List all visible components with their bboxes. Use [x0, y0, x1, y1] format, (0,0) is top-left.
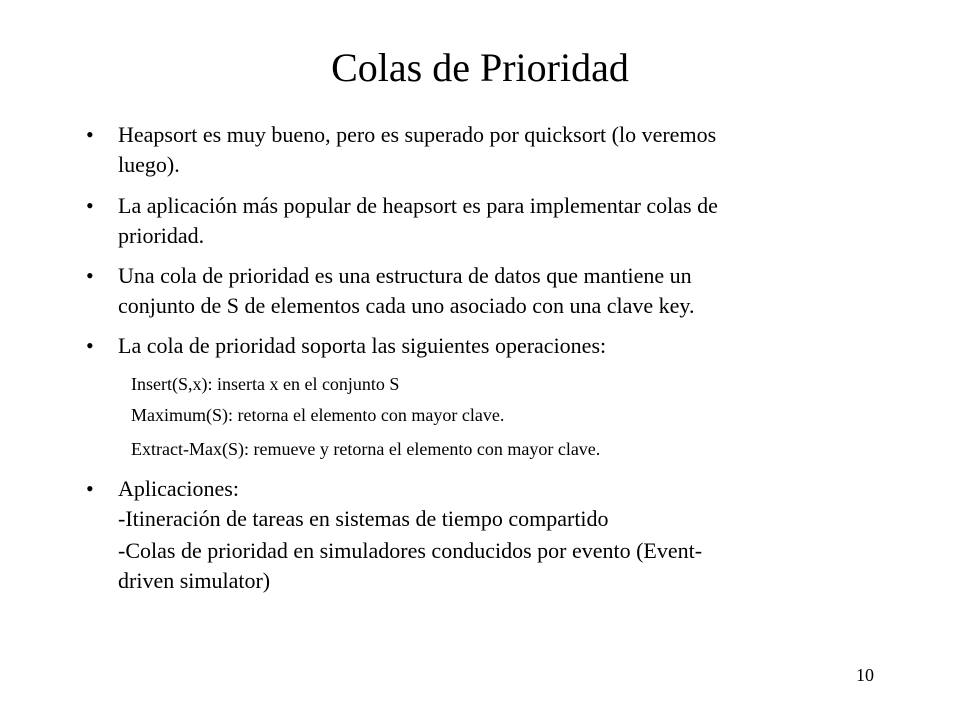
sub-item-maximum: Maximum(S): retorna el elemento con mayor clave.: [131, 405, 505, 425]
bullet-marker: •: [86, 263, 94, 288]
bullet-marker: •: [86, 333, 94, 358]
bullet-3-line-1: Una cola de prioridad es una estructura de datos que mantiene un: [118, 263, 692, 288]
sub-item-extract-max: Extract-Max(S): remueve y retorna el elemento con mayor clave.: [131, 439, 601, 459]
bullet-marker: •: [86, 193, 94, 218]
bullet-2-line-1: La aplicación más popular de heapsort es para implementar colas de: [118, 193, 718, 218]
bullet-marker: •: [86, 476, 94, 501]
bullet-1-line-2: luego).: [118, 152, 180, 177]
applications-line-1: -Itineración de tareas en sistemas de tiempo compartido: [118, 506, 609, 531]
bullet-4-line-1: La cola de prioridad soporta las siguientes operaciones:: [118, 333, 607, 358]
sub-item-insert: Insert(S,x): inserta x en el conjunto S: [131, 374, 400, 394]
bullet-marker: •: [86, 122, 94, 147]
bullet-2-line-2: prioridad.: [118, 223, 205, 248]
applications-line-2: -Colas de prioridad en simuladores conducidos por evento (Event-: [118, 538, 703, 563]
applications-heading: Aplicaciones:: [118, 476, 239, 501]
bullet-1-line-1: Heapsort es muy bueno, pero es superado por quicksort (lo veremos: [118, 122, 717, 147]
page-number: 10: [856, 665, 874, 685]
slide-title: Colas de Prioridad: [331, 45, 629, 90]
applications-line-3: driven simulator): [118, 568, 271, 593]
bullet-3-line-2: conjunto de S de elementos cada uno asociado con una clave key.: [118, 293, 695, 318]
